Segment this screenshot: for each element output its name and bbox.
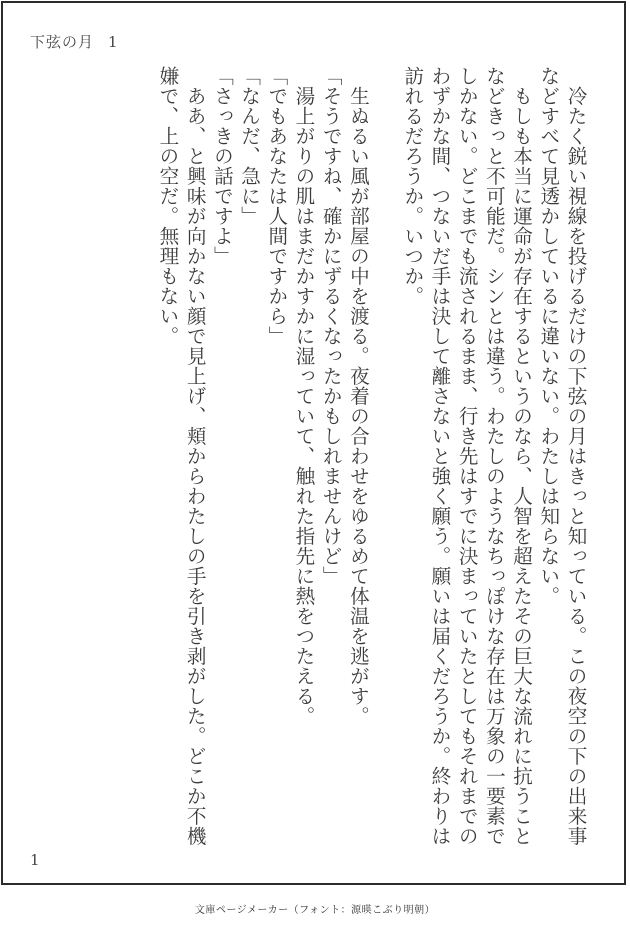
paragraph: もしも本当に運命が存在するというのなら、人智を超えたその巨大な流れに抗うことなどきっと不可能だ。シンとは違う。わたしのようなちっぽけな存在は万象の一要素でしかない。どこまでも流されるまま、行き先はすでに決まっていたとしてもそれまでのわずかな間、つないだ手は決して離さないと強く願う。願いは届くだろうか。終わりは訪れるだろうか。いつか。 (400, 66, 533, 846)
paragraph: 湯上がりの肌はまだかすかに湿っていて、触れた指先に熱をつたえる。 (291, 85, 315, 726)
dialogue-line: 「さっきの話ですよ」 (210, 66, 234, 266)
page-number: 1 (30, 851, 40, 869)
dialogue-line: 「なんだ、急に」 (237, 66, 261, 226)
page-frame (1, 1, 626, 885)
footer-credit: 文庫ページメーカー（フォント：源暎こぶり明朝） (194, 905, 436, 916)
dialogue-line: 「でもあなたは人間ですから」 (264, 66, 288, 346)
paragraph: ああ、と興味が向かない顔で見上げ、頬からわたしの手を引き剥がした。どこか不機嫌で、上の空だ。無理もない。 (155, 66, 207, 846)
running-header (30, 31, 119, 52)
paragraph-gap (371, 66, 398, 67)
vertical-body-text (129, 66, 589, 856)
header-title: 下弦の月 (30, 33, 95, 51)
paragraph: 生ぬるい風が部屋の中を渡る。夜着の合わせをゆるめて体温を逃がす。 (346, 85, 370, 726)
header-chapter-number: 1 (108, 33, 119, 51)
paragraph: 冷たく鋭い視線を投げるだけの下弦の月はきっと知っている。この夜空の下の出来事などすべて見透かしているに違いない。わたしは知らない。 (536, 66, 587, 846)
dialogue-line: 「そうですね、確かにずるくなったかもしれませんけど」 (319, 66, 343, 586)
